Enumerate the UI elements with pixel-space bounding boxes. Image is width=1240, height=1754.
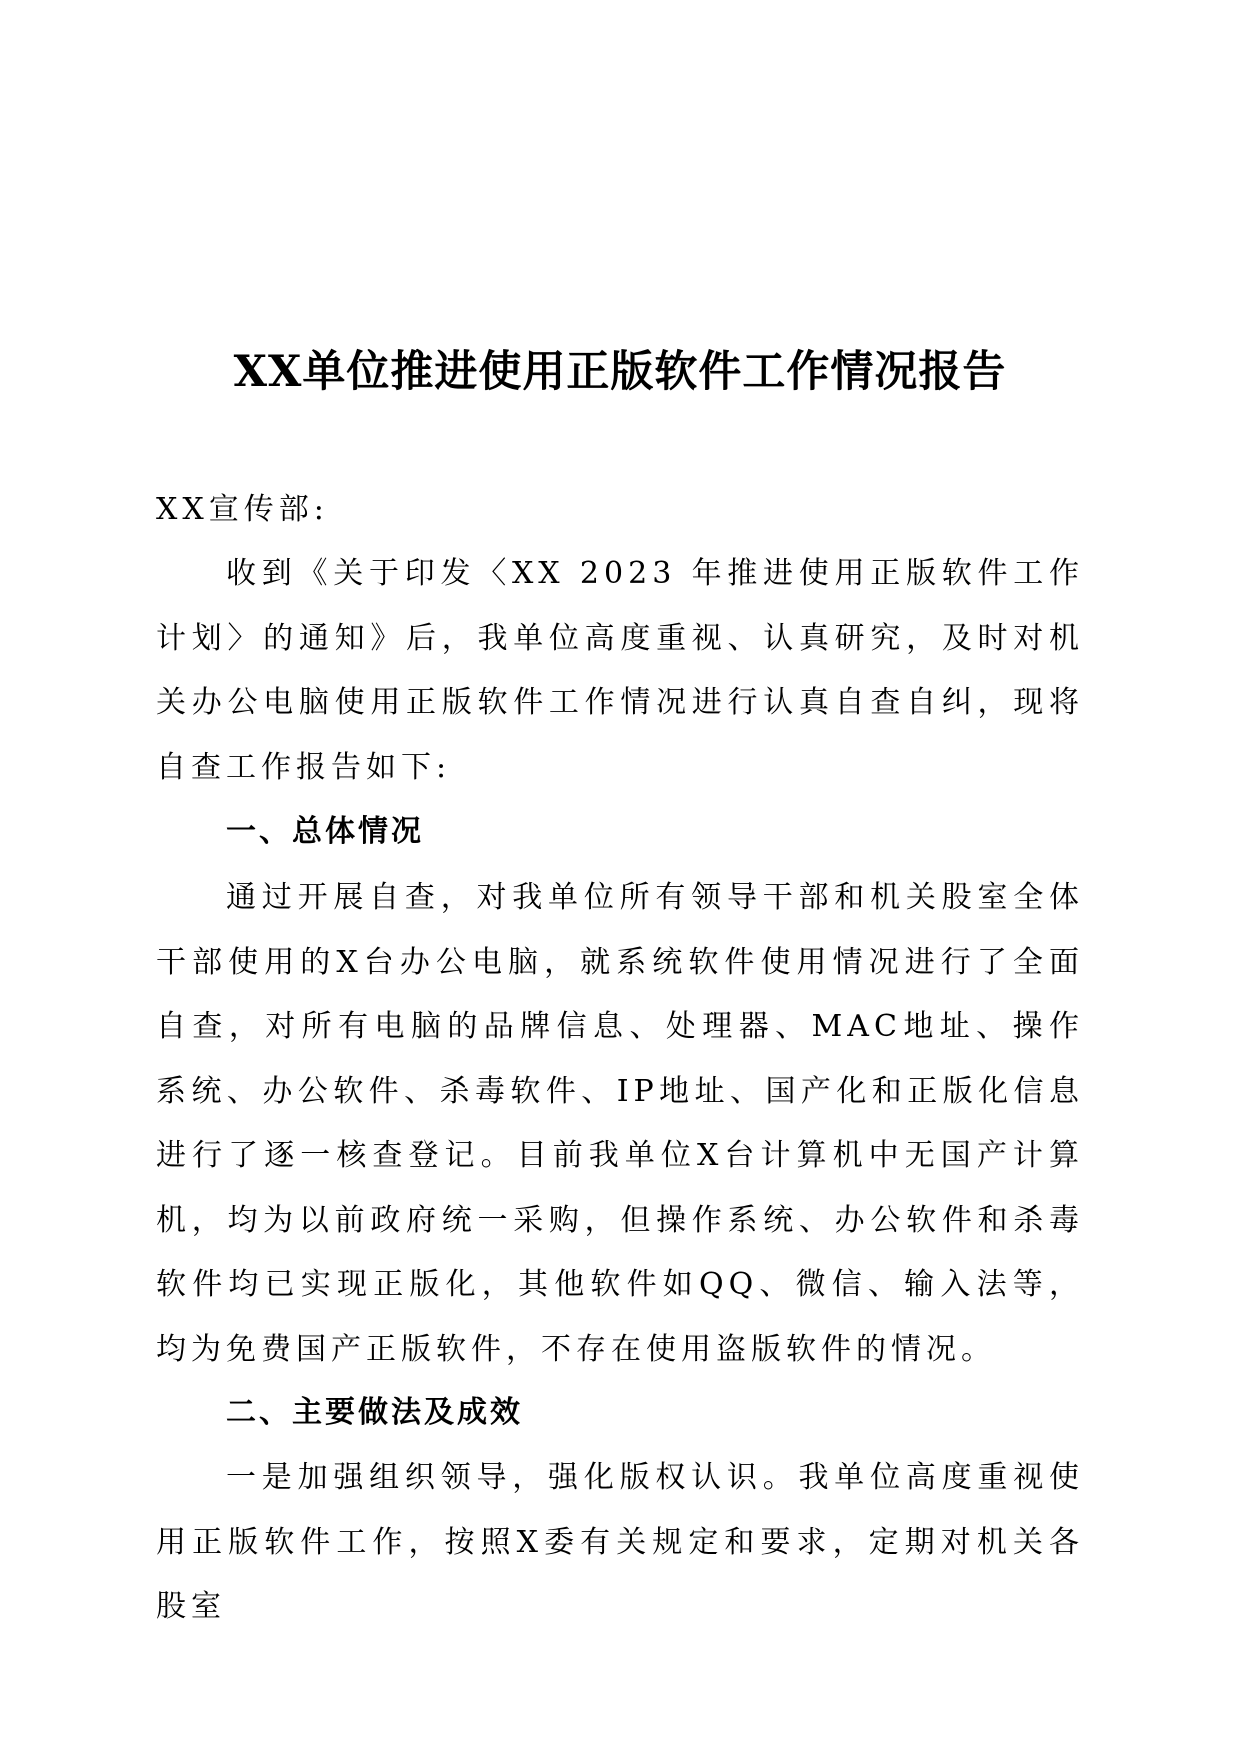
practices-paragraph: 一是加强组织领导，强化版权认识。我单位高度重视使用正版软件工作，按照X委有关规定和要求，定期对机关各股室 (156, 1460, 1084, 1624)
salutation: XX宣传部: (156, 492, 329, 527)
intro-paragraph: 收到《关于印发〈XX 2023 年推进使用正版软件工作计划〉的通知》后，我单位高度重视、认真研究，及时对机关办公电脑使用正版软件工作情况进行认真自查自纠，现将自查工作报告如下: (156, 556, 1084, 785)
section-heading-practices: 二、主要做法及成效 (226, 1395, 523, 1430)
document-title: XX单位推进使用正版软件工作情况报告 (233, 347, 1007, 397)
section-heading-overview: 一、总体情况 (226, 814, 424, 849)
overview-paragraph: 通过开展自查，对我单位所有领导干部和机关股室全体干部使用的X台办公电脑，就系统软件使用情况进行了全面自查，对所有电脑的品牌信息、处理器、MAC地址、操作系统、办公软件、杀毒软件、IP地址、国产化和正版化信息进行了逐一核查登记。目前我单位X台计算机中无国产计算机，均为以前政府统一采购，但操作系统、办公软件和杀毒软件均已实现正版化，其他软件如QQ、微信、输入法等，均为免费国产正版软件，不存在使用盗版软件的情况。 (156, 880, 1084, 1367)
